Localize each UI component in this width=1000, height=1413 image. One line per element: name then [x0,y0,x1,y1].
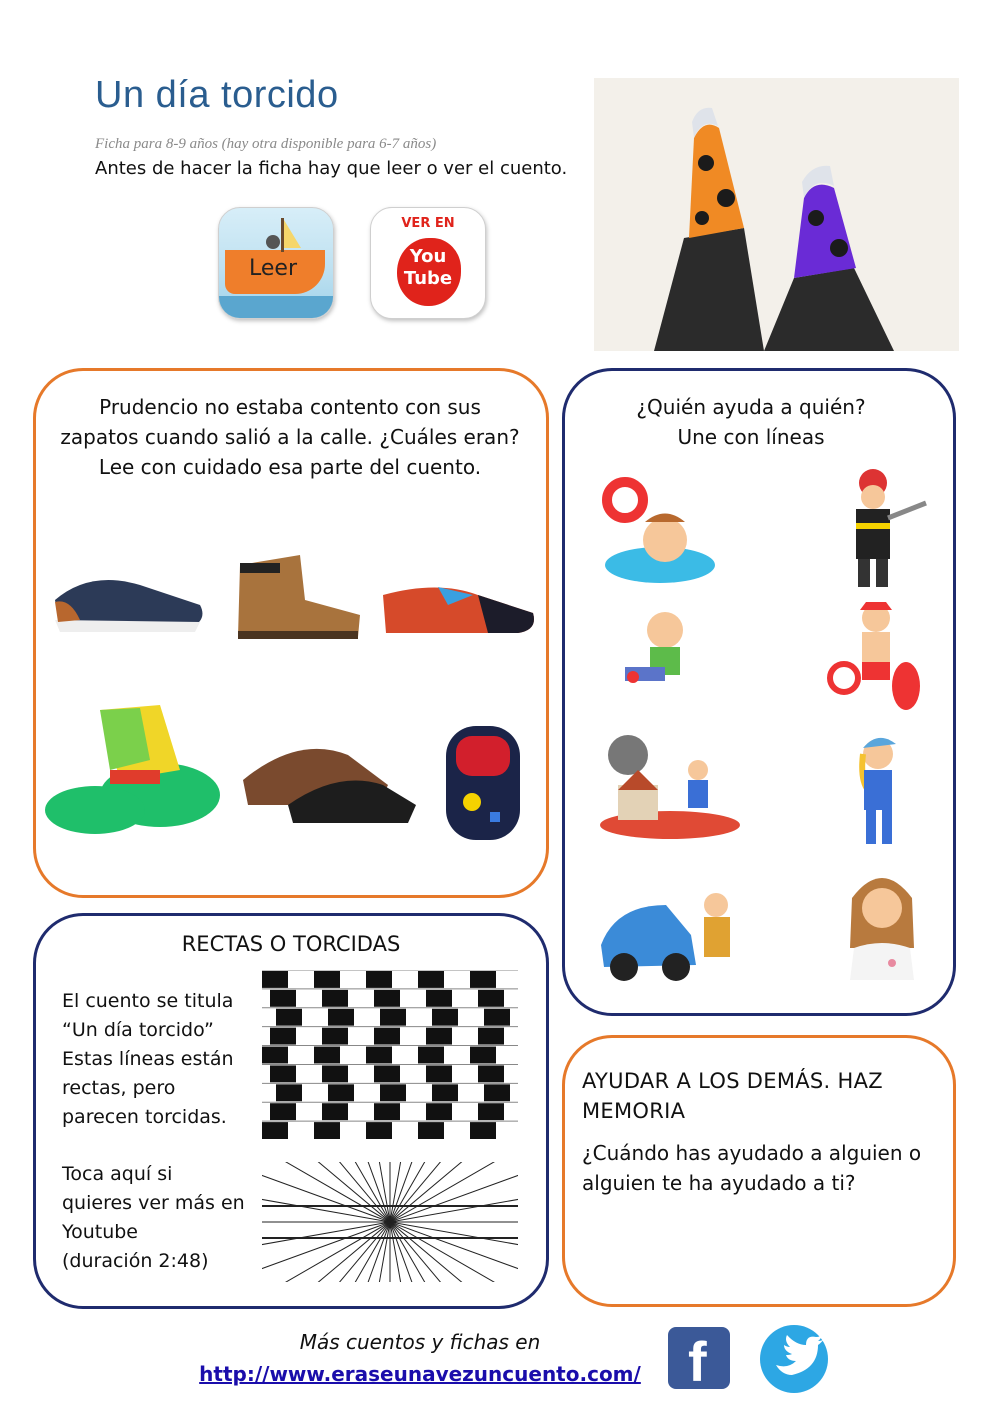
page-subtitle: Ficha para 8-9 años (hay otra disponible para 6-7 años) [95,136,437,152]
shoe-option-multicolor[interactable] [378,575,538,645]
who-helps-line2: Une con líneas [677,425,825,449]
cafe-wall-illusion [262,970,518,1140]
broken-car-image[interactable] [596,875,748,990]
straight-or-crooked-title: RECTAS O TORCIDAS [181,932,401,956]
video-link-line: Youtube [62,1221,138,1243]
firefighter-image[interactable] [828,463,928,591]
youtube-you-label: You [409,246,447,267]
water-illustration [219,296,333,318]
read-label: Leer [249,256,297,281]
youtube-video-link[interactable] [62,1160,262,1276]
website-link[interactable]: http://www.eraseunavezuncuento.com/ [199,1362,641,1386]
video-link-line: (duración 2:48) [62,1250,209,1272]
video-link-line: quieres ver más en [62,1192,245,1214]
explanation-line: parecen torcidas. [62,1106,227,1128]
memory-title: AYUDAR A LOS DEMÁS. HAZ MEMORIA [582,1069,883,1123]
mechanic-image[interactable] [838,730,918,855]
who-helps-line1: ¿Quién ayuda a quién? [636,395,866,419]
explanation-line: Estas líneas están [62,1048,234,1070]
shoe-option-sneakers[interactable] [50,560,210,640]
youtube-top-label: VER EN [401,216,455,231]
house-fire-image[interactable] [598,730,743,840]
read-story-button[interactable] [218,207,334,319]
watch-youtube-button[interactable] [370,207,486,319]
memory-question: ¿Cuándo has ayudado a alguien o alguien te ha ayudado a ti? [582,1141,922,1195]
shoes-question: Prudencio no estaba contento con sus zapatos cuando salió a la calle. ¿Cuáles eran? Lee con cuidado esa parte del cuento. [60,395,520,479]
shoe-option-slippers[interactable] [442,722,524,844]
mismatched-socks-image [594,78,959,351]
lifeguard-image[interactable] [826,598,926,716]
explanation-line: “Un día torcido” [62,1019,214,1041]
sail-icon [263,218,303,254]
youtube-tube-label: Tube [403,268,453,289]
shoe-option-boots[interactable] [230,545,370,645]
straight-lines-explanation [62,987,262,1132]
injured-child-image[interactable] [615,605,720,700]
shoe-option-clown[interactable] [40,700,225,835]
footer-text: Más cuentos y fichas en [299,1330,541,1354]
drowning-child-image[interactable] [600,470,720,590]
intro-text: Antes de hacer la ficha hay que leer o ver el cuento. [95,158,568,179]
explanation-line: El cuento se titula [62,990,234,1012]
facebook-icon[interactable]: f [668,1327,730,1389]
video-link-line: Toca aquí si [62,1163,173,1185]
doctor-image[interactable] [842,868,922,983]
page-title: Un día torcido [95,74,339,116]
hering-illusion[interactable] [262,1162,518,1282]
who-helps-question [570,392,932,452]
explanation-line: rectas, pero [62,1077,176,1099]
twitter-icon[interactable] [760,1325,828,1393]
shoe-option-dress[interactable] [238,725,418,830]
